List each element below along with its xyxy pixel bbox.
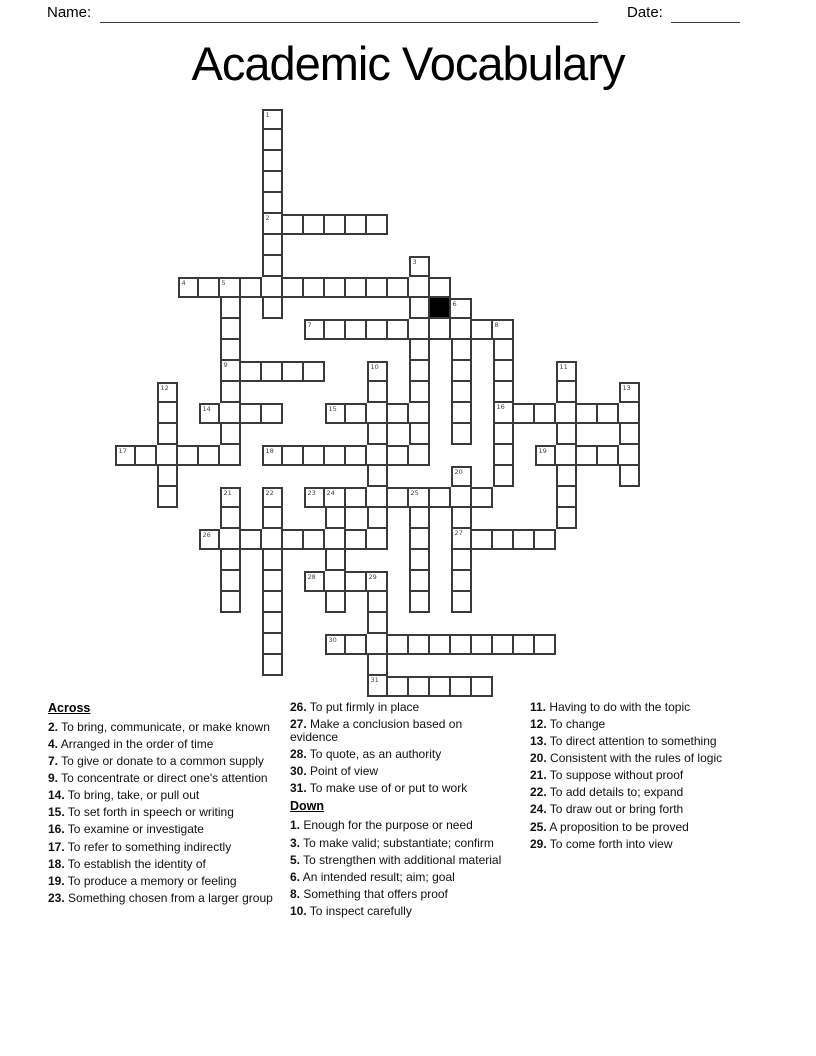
grid-cell[interactable] (367, 592, 388, 613)
grid-cell[interactable] (409, 298, 430, 319)
grid-cell[interactable] (409, 634, 430, 655)
clue-across-7: 7. To give or donate to a common supply (48, 754, 264, 769)
name-label: Name: (47, 4, 92, 21)
cell-number: 18 (265, 446, 274, 455)
grid-cell[interactable] (325, 214, 346, 235)
clue-number: 30. (290, 764, 307, 779)
cell-number: 7 (307, 320, 312, 329)
clue-section-header-across: Across (48, 701, 91, 715)
cell-number: 3 (412, 257, 417, 266)
grid-cell[interactable] (451, 487, 472, 508)
grid-cell[interactable] (325, 277, 346, 298)
grid-cell[interactable] (409, 319, 430, 340)
clue-number: 20. (530, 751, 547, 766)
grid-cell[interactable] (367, 382, 388, 403)
grid-cell[interactable] (262, 109, 283, 130)
clue-down-22: 22. To add details to; expand (530, 785, 684, 800)
grid-cell[interactable] (157, 445, 178, 466)
grid-cell[interactable] (556, 403, 577, 424)
grid-cell[interactable] (514, 634, 535, 655)
grid-cell[interactable] (556, 445, 577, 466)
clue-number: 31. (290, 781, 307, 796)
grid-cell[interactable] (220, 529, 241, 550)
grid-cell[interactable] (262, 403, 283, 424)
grid-cell[interactable] (367, 424, 388, 445)
grid-cell[interactable] (367, 445, 388, 466)
cell-number: 4 (181, 278, 186, 287)
grid-cell[interactable] (346, 571, 367, 592)
grid-cell[interactable] (157, 466, 178, 487)
grid-cell[interactable] (346, 445, 367, 466)
grid-cell[interactable] (493, 529, 514, 550)
clue-number: 28. (290, 747, 307, 762)
clue-across-2: 2. To bring, communicate, or make known (48, 720, 270, 734)
clue-section-header-down: Down (290, 799, 325, 814)
grid-cell[interactable] (514, 403, 535, 424)
grid-cell[interactable] (472, 319, 493, 340)
grid-cell[interactable] (409, 550, 430, 571)
grid-cell[interactable] (262, 235, 283, 256)
grid-cell[interactable] (346, 319, 367, 340)
grid-cell[interactable] (199, 529, 220, 550)
grid-cell[interactable] (220, 382, 241, 403)
grid-cell[interactable] (556, 382, 577, 403)
clue-across-15: 15. To set forth in speech or writing (48, 805, 234, 820)
grid-cell[interactable] (367, 571, 388, 592)
clue-number: 23. (48, 890, 65, 905)
grid-cell[interactable] (262, 592, 283, 613)
clue-number: 16. (48, 822, 65, 837)
cell-number: 24 (326, 488, 335, 497)
grid-cell[interactable] (556, 424, 577, 445)
clue-down-25: 25. A proposition to be proved (530, 819, 689, 834)
grid-cell[interactable] (472, 634, 493, 655)
grid-cell[interactable] (388, 676, 409, 697)
clue-number: 26. (290, 700, 307, 714)
grid-cell[interactable] (619, 466, 640, 487)
clue-number: 24. (530, 802, 547, 817)
grid-cell[interactable] (577, 403, 598, 424)
cell-number: 30 (328, 635, 337, 644)
grid-cell[interactable] (514, 529, 535, 550)
grid-cell[interactable] (241, 529, 262, 550)
cell-number: 27 (454, 528, 463, 537)
grid-cell[interactable] (430, 319, 451, 340)
grid-cell[interactable] (409, 592, 430, 613)
grid-cell[interactable] (304, 277, 325, 298)
cell-number: 13 (622, 383, 631, 392)
grid-cell[interactable] (451, 298, 472, 319)
clue-down-24: 24. To draw out or bring forth (530, 802, 684, 817)
grid-cell[interactable] (409, 424, 430, 445)
grid-cell[interactable] (325, 403, 346, 424)
grid-cell[interactable] (535, 403, 556, 424)
grid-cell[interactable] (262, 487, 283, 508)
grid-cell[interactable] (451, 319, 472, 340)
grid-cell[interactable] (220, 403, 241, 424)
grid-cell[interactable] (241, 277, 262, 298)
clue-across-23: 23. Something chosen from a larger group (48, 890, 273, 905)
grid-cell[interactable] (367, 403, 388, 424)
grid-cell[interactable] (346, 529, 367, 550)
cell-number: 12 (160, 383, 169, 392)
grid-cell[interactable] (409, 382, 430, 403)
clue-down-1: 1. Enough for the purpose or need (290, 818, 473, 833)
grid-cell[interactable] (451, 508, 472, 529)
clue-down-8: 8. Something that offers proof (290, 886, 448, 901)
grid-cell[interactable] (451, 340, 472, 361)
grid-cell[interactable] (388, 319, 409, 340)
grid-cell[interactable] (367, 613, 388, 634)
grid-cell[interactable] (304, 214, 325, 235)
grid-cell[interactable] (304, 445, 325, 466)
grid-cell[interactable] (493, 403, 514, 424)
grid-cell[interactable] (367, 361, 388, 382)
cell-number: 20 (454, 467, 463, 476)
grid-cell[interactable] (304, 319, 325, 340)
grid-cell[interactable] (598, 403, 619, 424)
grid-cell[interactable] (262, 361, 283, 382)
grid-cell[interactable] (262, 550, 283, 571)
grid-cell[interactable] (367, 676, 388, 697)
cell-number: 26 (202, 530, 211, 539)
clue-down-11: 11. Having to do with the topic (530, 700, 691, 714)
grid-cell[interactable] (409, 403, 430, 424)
cell-number: 25 (410, 488, 419, 497)
grid-cell[interactable] (493, 361, 514, 382)
grid-cell[interactable] (430, 277, 451, 298)
grid-cell[interactable] (556, 361, 577, 382)
grid-cell[interactable] (325, 319, 346, 340)
clue-number: 11. (530, 700, 547, 714)
clue-number: 4. (48, 737, 59, 752)
grid-cell[interactable] (451, 424, 472, 445)
grid-cell[interactable] (367, 529, 388, 550)
clue-down-12: 12. To change (530, 717, 606, 732)
grid-cell[interactable] (325, 508, 346, 529)
grid-cell[interactable] (619, 382, 640, 403)
grid-cell[interactable] (220, 361, 241, 382)
grid-cell[interactable] (262, 445, 283, 466)
clue-across-4: 4. Arranged in the order of time (48, 737, 214, 752)
clue-column-2 (290, 701, 508, 922)
grid-cell[interactable] (325, 529, 346, 550)
grid-cell[interactable] (430, 487, 451, 508)
clue-across-9: 9. To concentrate or direct one's attention (48, 771, 268, 786)
grid-cell[interactable] (346, 403, 367, 424)
clue-number: 19. (48, 873, 65, 888)
grid-cell[interactable] (577, 445, 598, 466)
black-cell (430, 298, 451, 319)
clue-number: 2. (48, 720, 59, 734)
clue-across-16: 16. To examine or investigate (48, 822, 204, 837)
clue-across-18: 18. To establish the identity of (48, 856, 206, 871)
grid-cell[interactable] (367, 487, 388, 508)
grid-cell[interactable] (220, 592, 241, 613)
grid-cell[interactable] (262, 298, 283, 319)
grid-cell[interactable] (493, 319, 514, 340)
grid-cell[interactable] (409, 256, 430, 277)
cell-number: 10 (370, 362, 379, 371)
grid-cell[interactable] (451, 529, 472, 550)
clue-across-17: 17. To refer to something indirectly (48, 839, 232, 854)
clue-number: 18. (48, 856, 65, 871)
grid-cell[interactable] (346, 277, 367, 298)
grid-cell[interactable] (619, 403, 640, 424)
clue-across-28: 28. To quote, as an authority (290, 747, 442, 762)
grid-cell[interactable] (493, 634, 514, 655)
grid-cell[interactable] (619, 424, 640, 445)
grid-cell[interactable] (367, 634, 388, 655)
grid-cell[interactable] (325, 571, 346, 592)
cell-number: 29 (368, 572, 377, 581)
grid-cell[interactable] (325, 592, 346, 613)
cell-number: 31 (370, 675, 379, 684)
clue-down-20: 20. Consistent with the rules of logic (530, 751, 723, 766)
clue-number: 1. (290, 818, 301, 833)
clue-across-27: 27. Make a conclusion based on evidence (290, 717, 463, 745)
clue-across-26: 26. To put firmly in place (290, 700, 420, 714)
grid-cell[interactable] (430, 634, 451, 655)
grid-cell[interactable] (178, 277, 199, 298)
grid-cell[interactable] (220, 424, 241, 445)
clue-number: 13. (530, 734, 547, 749)
clue-number: 6. (290, 869, 301, 884)
grid-cell[interactable] (262, 655, 283, 676)
grid-cell[interactable] (409, 340, 430, 361)
clue-down-21: 21. To suppose without proof (530, 768, 684, 783)
clue-number: 21. (530, 768, 547, 783)
grid-cell[interactable] (220, 550, 241, 571)
cell-number: 15 (328, 404, 337, 413)
clue-number: 29. (530, 836, 547, 851)
grid-cell[interactable] (220, 571, 241, 592)
cell-number: 2 (265, 213, 270, 222)
grid-cell[interactable] (262, 529, 283, 550)
grid-cell[interactable] (451, 361, 472, 382)
cell-number: 23 (307, 488, 316, 497)
grid-cell[interactable] (157, 487, 178, 508)
grid-cell[interactable] (157, 424, 178, 445)
grid-cell[interactable] (220, 298, 241, 319)
clue-down-3: 3. To make valid; substantiate; confirm (290, 835, 494, 850)
grid-cell[interactable] (283, 361, 304, 382)
grid-cell[interactable] (451, 571, 472, 592)
grid-cell[interactable] (493, 382, 514, 403)
grid-cell[interactable] (262, 613, 283, 634)
grid-cell[interactable] (451, 592, 472, 613)
clue-number: 25. (530, 819, 547, 834)
grid-cell[interactable] (325, 634, 346, 655)
date-label: Date: (627, 4, 663, 21)
cell-number: 19 (538, 446, 547, 455)
grid-cell[interactable] (556, 466, 577, 487)
grid-cell[interactable] (241, 361, 262, 382)
cell-number: 8 (494, 320, 499, 329)
grid-cell[interactable] (451, 466, 472, 487)
clue-column-1 (48, 701, 282, 909)
grid-cell[interactable] (535, 445, 556, 466)
grid-cell[interactable] (367, 466, 388, 487)
grid-cell[interactable] (409, 676, 430, 697)
clue-number: 27. (290, 717, 307, 732)
grid-cell[interactable] (220, 445, 241, 466)
grid-cell[interactable] (388, 403, 409, 424)
grid-cell[interactable] (556, 508, 577, 529)
clue-down-5: 5. To strengthen with additional material (290, 852, 502, 867)
grid-cell[interactable] (367, 214, 388, 235)
grid-cell[interactable] (262, 277, 283, 298)
clue-number: 5. (290, 852, 301, 867)
grid-cell[interactable] (220, 508, 241, 529)
grid-cell[interactable] (241, 403, 262, 424)
grid-cell[interactable] (325, 550, 346, 571)
clue-down-29: 29. To come forth into view (530, 836, 673, 851)
cell-number: 11 (559, 362, 568, 371)
crossword-grid (115, 109, 661, 697)
grid-cell[interactable] (157, 382, 178, 403)
cell-number: 5 (221, 278, 226, 287)
grid-cell[interactable] (556, 487, 577, 508)
clue-across-30: 30. Point of view (290, 764, 379, 779)
clue-number: 8. (290, 886, 301, 901)
grid-cell[interactable] (262, 508, 283, 529)
grid-cell[interactable] (157, 403, 178, 424)
clue-down-10: 10. To inspect carefully (290, 903, 412, 918)
cell-number: 16 (496, 402, 505, 411)
clue-number: 7. (48, 754, 59, 769)
grid-cell[interactable] (199, 403, 220, 424)
grid-cell[interactable] (262, 151, 283, 172)
clue-across-19: 19. To produce a memory or feeling (48, 873, 237, 888)
grid-cell[interactable] (619, 445, 640, 466)
grid-cell[interactable] (388, 487, 409, 508)
grid-cell[interactable] (220, 277, 241, 298)
grid-cell[interactable] (451, 403, 472, 424)
grid-cell[interactable] (388, 634, 409, 655)
clue-number: 17. (48, 839, 65, 854)
grid-cell[interactable] (409, 571, 430, 592)
grid-cell[interactable] (493, 445, 514, 466)
grid-cell[interactable] (199, 277, 220, 298)
grid-cell[interactable] (346, 487, 367, 508)
grid-cell[interactable] (451, 382, 472, 403)
grid-cell[interactable] (451, 676, 472, 697)
grid-cell[interactable] (283, 445, 304, 466)
cell-number: 1 (265, 110, 270, 119)
grid-cell[interactable] (535, 634, 556, 655)
grid-cell[interactable] (325, 445, 346, 466)
grid-cell[interactable] (304, 529, 325, 550)
grid-cell[interactable] (304, 361, 325, 382)
grid-cell[interactable] (262, 634, 283, 655)
grid-cell[interactable] (283, 277, 304, 298)
grid-cell[interactable] (388, 445, 409, 466)
grid-cell[interactable] (262, 256, 283, 277)
cell-number: 14 (202, 404, 211, 413)
grid-cell[interactable] (409, 487, 430, 508)
clue-column-3 (530, 701, 762, 855)
clue-down-13: 13. To direct attention to something (530, 734, 717, 749)
grid-cell[interactable] (493, 340, 514, 361)
grid-cell[interactable] (367, 655, 388, 676)
grid-cell[interactable] (346, 214, 367, 235)
grid-cell[interactable] (262, 193, 283, 214)
grid-cell[interactable] (472, 529, 493, 550)
cell-number: 22 (265, 488, 274, 497)
date-field-line[interactable] (671, 22, 740, 23)
grid-cell[interactable] (220, 487, 241, 508)
cell-number: 21 (223, 488, 232, 497)
grid-cell[interactable] (346, 634, 367, 655)
page-title: Academic Vocabulary (191, 37, 625, 90)
grid-cell[interactable] (451, 550, 472, 571)
clue-number: 3. (290, 835, 301, 850)
cell-number: 9 (223, 360, 228, 369)
clue-number: 10. (290, 903, 307, 918)
cell-number: 6 (452, 299, 457, 308)
grid-cell[interactable] (262, 214, 283, 235)
clue-down-6: 6. An intended result; aim; goal (290, 869, 455, 884)
clue-number: 22. (530, 785, 547, 800)
grid-cell[interactable] (367, 277, 388, 298)
grid-cell[interactable] (283, 214, 304, 235)
grid-cell[interactable] (493, 466, 514, 487)
grid-cell[interactable] (262, 130, 283, 151)
clue-number: 9. (48, 771, 59, 786)
grid-cell[interactable] (199, 445, 220, 466)
grid-cell[interactable] (493, 424, 514, 445)
grid-cell[interactable] (409, 361, 430, 382)
cell-number: 28 (307, 572, 316, 581)
clue-across-31: 31. To make use of or put to work (290, 781, 468, 796)
grid-cell[interactable] (367, 319, 388, 340)
grid-cell[interactable] (409, 508, 430, 529)
grid-cell[interactable] (304, 487, 325, 508)
grid-cell[interactable] (304, 571, 325, 592)
clue-across-14: 14. To bring, take, or pull out (48, 788, 200, 803)
grid-cell[interactable] (409, 445, 430, 466)
clue-number: 15. (48, 805, 65, 820)
grid-cell[interactable] (325, 487, 346, 508)
grid-cell[interactable] (598, 445, 619, 466)
name-field-line[interactable] (100, 22, 598, 23)
grid-cell[interactable] (262, 571, 283, 592)
cell-number: 17 (118, 446, 127, 455)
grid-cell[interactable] (472, 676, 493, 697)
grid-cell[interactable] (535, 529, 556, 550)
grid-cell[interactable] (136, 445, 157, 466)
grid-cell[interactable] (430, 676, 451, 697)
grid-cell[interactable] (472, 487, 493, 508)
clue-number: 14. (48, 788, 65, 803)
grid-cell[interactable] (178, 445, 199, 466)
grid-cell[interactable] (409, 529, 430, 550)
grid-cell[interactable] (220, 319, 241, 340)
grid-cell[interactable] (367, 508, 388, 529)
clue-number: 12. (530, 717, 547, 732)
grid-cell[interactable] (388, 277, 409, 298)
grid-cell[interactable] (220, 340, 241, 361)
grid-cell[interactable] (409, 277, 430, 298)
grid-cell[interactable] (283, 529, 304, 550)
grid-cell[interactable] (115, 445, 136, 466)
grid-cell[interactable] (262, 172, 283, 193)
grid-cell[interactable] (451, 634, 472, 655)
